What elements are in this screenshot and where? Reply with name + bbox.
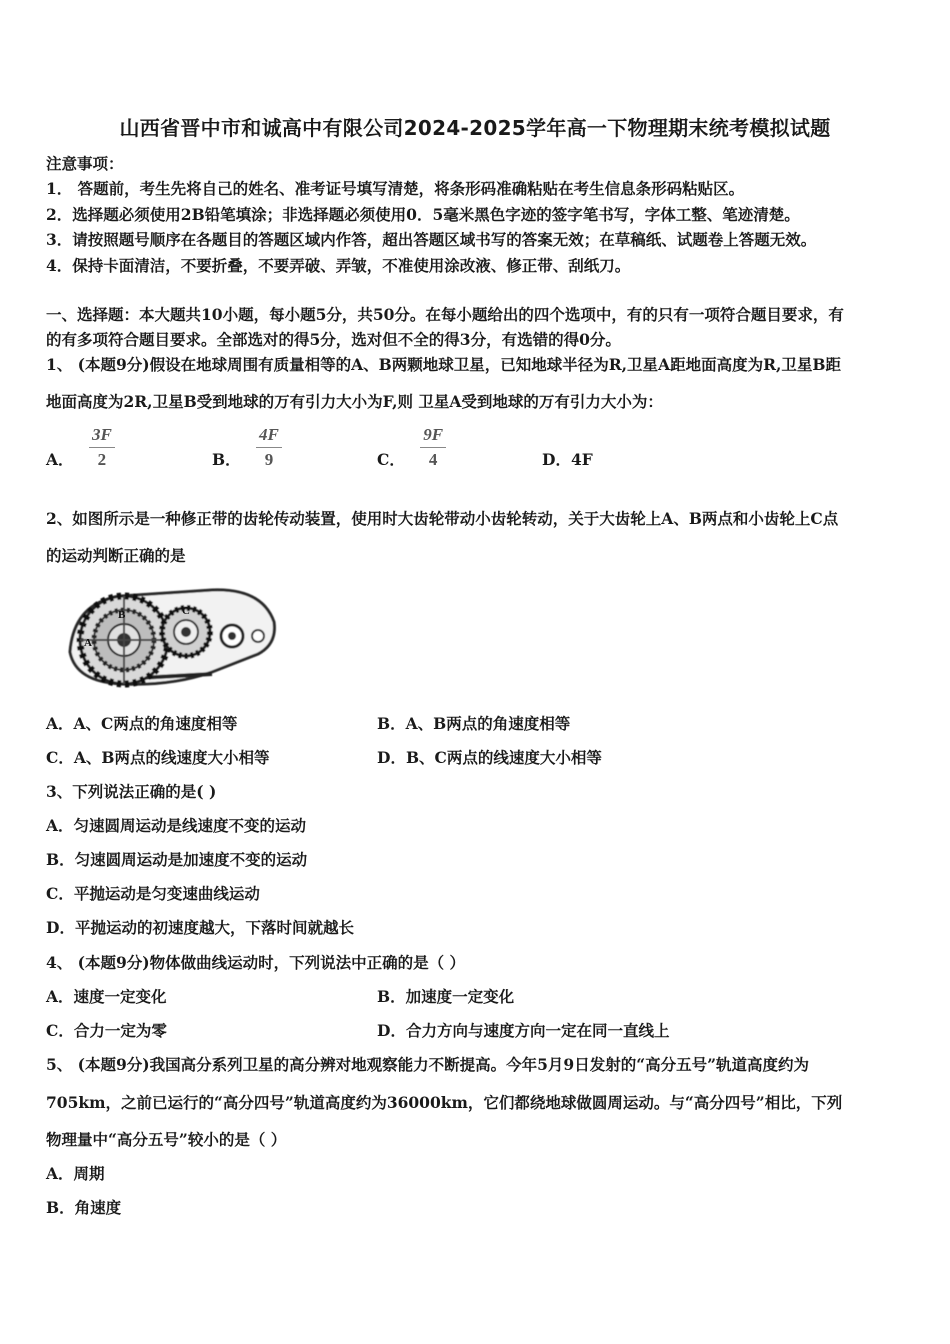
gear-mechanism-figure — [62, 582, 282, 690]
q3-option-d: D．平抛运动的初速度越大，下落时间就越长 — [46, 918, 354, 937]
q1-option-d — [542, 424, 593, 470]
notice-item-3: 3．请按照题号顺序在各题目的答题区域内作答，超出答题区域书写的答案无效；在草稿纸、试题卷上答题无效。 — [46, 230, 817, 249]
q5-stem-line2: 705km，之前已运行的“高分四号”轨道高度约为36000km，它们都绕地球做圆周运动。与“高分四号”相比，下列 — [46, 1093, 843, 1112]
q1-option-a-fraction — [89, 425, 115, 470]
q4-stem: 4、 (本题9分)物体做曲线运动时，下列说法中正确的是（ ） — [46, 953, 466, 972]
q1-option-a — [46, 424, 115, 470]
q2-option-c: C．A、B两点的线速度大小相等 — [46, 748, 270, 767]
q1-stem-line1: 1、 (本题9分)假设在地球周围有质量相等的A、B两颗地球卫星，已知地球半径为R,卫星A距地面高度为R,卫星B距 — [46, 355, 841, 374]
q2-option-a: A．A、C两点的角速度相等 — [46, 714, 238, 733]
q1-option-c-label: C． — [377, 450, 405, 469]
figure-label-b: B — [118, 609, 126, 621]
section1-intro-line2: 的有多项符合题目要求。全部选对的得5分，选对但不全的得3分，有选错的得0分。 — [46, 330, 621, 349]
q4-option-a: A．速度一定变化 — [46, 987, 167, 1006]
q2-option-d: D．B、C两点的线速度大小相等 — [377, 748, 602, 767]
q2-option-b: B．A、B两点的角速度相等 — [377, 714, 571, 733]
q1-option-a-label: A． — [46, 450, 74, 469]
q1-option-c — [377, 424, 446, 470]
notice-heading: 注意事项： — [46, 154, 124, 173]
q5-stem-line3: 物理量中“高分五号”较小的是（ ） — [46, 1130, 287, 1149]
q1-option-b-denominator: 9 — [264, 449, 274, 469]
q3-stem: 3、下列说法正确的是( ) — [46, 782, 217, 801]
q1-option-a-denominator: 2 — [97, 449, 107, 469]
q1-option-d-label: D．4F — [542, 450, 593, 469]
q5-stem-line1: 5、 (本题9分)我国高分系列卫星的高分辨对地观察能力不断提高。今年5月9日发射的“高分五号”轨道高度约为 — [46, 1055, 810, 1074]
q1-option-b-label: B． — [212, 450, 241, 469]
q2-stem-line1: 2、如图所示是一种修正带的齿轮传动装置，使用时大齿轮带动小齿轮转动，关于大齿轮上A、B两点和小齿轮上C点 — [46, 509, 839, 528]
q1-option-b-numerator: 4F — [256, 425, 282, 448]
q4-option-b: B．加速度一定变化 — [377, 987, 515, 1006]
q1-option-c-numerator: 9F — [420, 425, 446, 448]
q2-stem-line2: 的运动判断正确的是 — [46, 546, 186, 565]
figure-label-a: A — [84, 637, 92, 649]
q1-option-c-fraction — [420, 425, 446, 470]
q5-option-a: A．周期 — [46, 1164, 105, 1183]
q1-option-b-fraction — [256, 425, 282, 470]
q4-option-d: D．合力方向与速度方向一定在同一直线上 — [377, 1021, 670, 1040]
figure-label-c: C — [182, 605, 190, 617]
q3-option-a: A．匀速圆周运动是线速度不变的运动 — [46, 816, 307, 835]
notice-item-1: 1． 答题前，考生先将自己的姓名、准考证号填写清楚，将条形码准确粘贴在考生信息条形码粘贴区。 — [46, 179, 745, 198]
section1-intro-line1: 一、选择题：本大题共10小题，每小题5分，共50分。在每小题给出的四个选项中，有的只有一项符合题目要求，有 — [46, 305, 844, 324]
exam-title: 山西省晋中市和诚高中有限公司2024-2025学年高一下物理期末统考模拟试题 — [119, 116, 831, 140]
notice-item-2: 2．选择题必须使用2B铅笔填涂；非选择题必须使用0．5毫米黑色字迹的签字笔书写，字体工整、笔迹清楚。 — [46, 205, 800, 224]
q4-option-c: C．合力一定为零 — [46, 1021, 167, 1040]
q3-option-c: C．平抛运动是匀变速曲线运动 — [46, 884, 260, 903]
notice-item-4: 4．保持卡面清洁，不要折叠，不要弄破、弄皱，不准使用涂改液、修正带、刮纸刀。 — [46, 256, 631, 275]
q1-option-a-numerator: 3F — [89, 425, 115, 448]
q5-option-b: B．角速度 — [46, 1198, 122, 1217]
q3-option-b: B．匀速圆周运动是加速度不变的运动 — [46, 850, 308, 869]
q1-option-b — [212, 424, 282, 470]
q1-stem-line2: 地面高度为2R,卫星B受到地球的万有引力大小为F,则 卫星A受到地球的万有引力大小为： — [46, 392, 663, 411]
q1-option-c-denominator: 4 — [428, 449, 438, 469]
